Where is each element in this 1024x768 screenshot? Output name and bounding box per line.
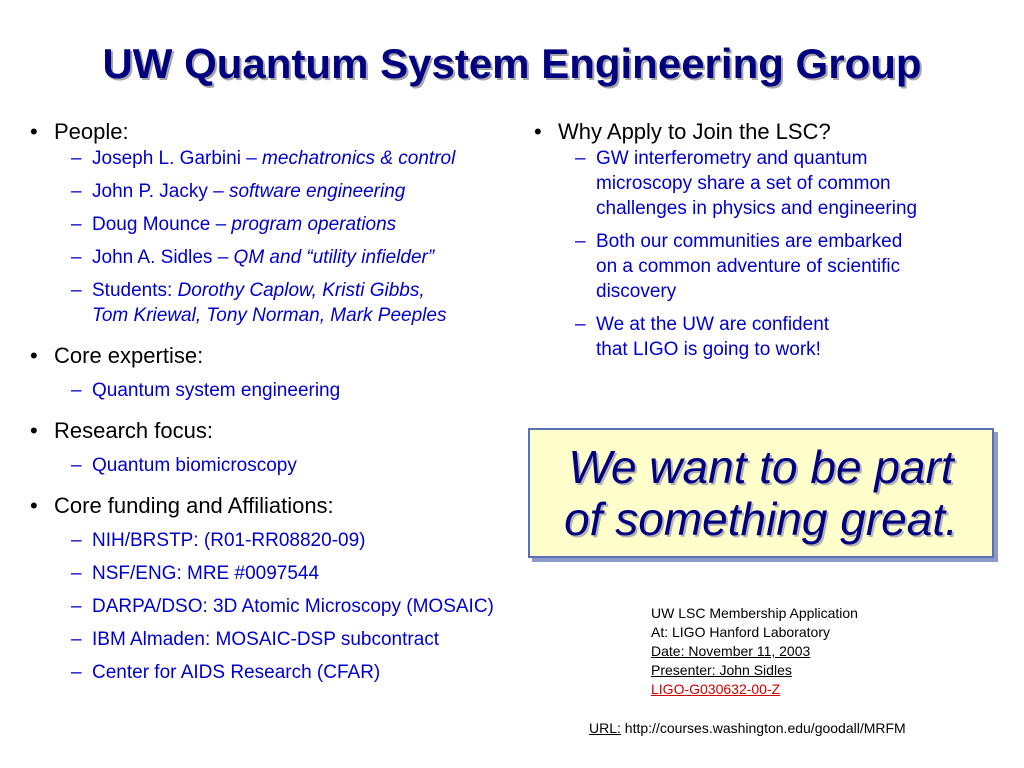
person-name: Joseph L. Garbini – [92, 148, 263, 169]
person-name: John P. Jacky – [92, 181, 229, 202]
callout-line2: of something great. [564, 493, 958, 545]
person-role: program operations [231, 214, 397, 235]
info-document-id: LIGO-G030632-00-Z [651, 681, 781, 697]
students-label: Students: [92, 280, 178, 301]
dash-marker: – [71, 280, 82, 301]
students-line2: Tom Kriewal, Tony Norman, Mark Peeples [92, 305, 447, 326]
lsc-point-line: on a common adventure of scientific [596, 256, 901, 277]
research-item-text: Quantum biomicroscopy [92, 455, 297, 476]
person-role: software engineering [228, 181, 406, 202]
lsc-point [532, 146, 1012, 221]
dash-marker: – [71, 181, 82, 202]
dash-marker: – [71, 530, 82, 551]
core-item-text: Quantum system engineering [92, 380, 341, 401]
dash-marker: – [575, 148, 586, 169]
dash-marker: – [71, 148, 82, 169]
callout-line1: We want to be part [568, 441, 954, 493]
url-label: URL: [589, 720, 621, 736]
lsc-point-line: We at the UW are confident [596, 314, 830, 335]
funding-item [28, 660, 588, 685]
lsc-point-line: Both our communities are embarked [596, 231, 903, 252]
funding-item-text: NSF/ENG: MRE #0097544 [92, 563, 320, 584]
funding-item-text: IBM Almaden: MOSAIC-DSP subcontract [92, 629, 440, 650]
person-name: Doug Mounce – [92, 214, 232, 235]
students-item [28, 278, 588, 328]
person-role: QM and “utility infielder” [233, 247, 435, 268]
dash-marker: – [71, 214, 82, 235]
lsc-point [532, 229, 1012, 304]
people-heading: • People: [28, 118, 588, 146]
students-line1: Dorothy Caplow, Kristi Gibbs, [177, 280, 425, 301]
dash-marker: – [575, 231, 586, 252]
funding-item [28, 561, 588, 586]
presentation-info [651, 604, 858, 699]
lsc-point-line: microscopy share a set of common [596, 173, 891, 194]
research-item [28, 453, 588, 478]
info-presenter: Presenter: John Sidles [651, 662, 792, 678]
dash-marker: – [71, 596, 82, 617]
funding-item-text: Center for AIDS Research (CFAR) [92, 662, 381, 683]
research-heading: • Research focus: [28, 417, 588, 445]
funding-item [28, 594, 588, 619]
url-line [589, 720, 906, 736]
lsc-point-line: challenges in physics and engineering [596, 198, 918, 219]
funding-item [28, 627, 588, 652]
dash-marker: – [71, 662, 82, 683]
dash-marker: – [71, 629, 82, 650]
right-column [532, 118, 1012, 362]
url-link[interactable]: http://courses.washington.edu/goodall/MRFM [620, 720, 906, 736]
dash-marker: – [575, 314, 586, 335]
funding-item-text: NIH/BRSTP: (R01-RR08820-09) [92, 530, 366, 551]
funding-item [28, 528, 588, 553]
core-item [28, 378, 588, 403]
lsc-heading: • Why Apply to Join the LSC? [532, 118, 1012, 146]
core-heading: • Core expertise: [28, 342, 588, 370]
dash-marker: – [71, 247, 82, 268]
person-role: mechatronics & control [262, 148, 456, 169]
people-item [28, 179, 588, 204]
callout-box [528, 428, 994, 558]
people-item [28, 212, 588, 237]
left-column [28, 118, 588, 685]
dash-marker: – [71, 455, 82, 476]
info-date: Date: November 11, 2003 [651, 643, 811, 659]
lsc-point-line: that LIGO is going to work! [596, 339, 821, 360]
info-application: UW LSC Membership Application [651, 605, 858, 621]
slide-title: UW Quantum System Engineering Group [102, 40, 922, 87]
people-item [28, 146, 588, 171]
lsc-point-line: GW interferometry and quantum [596, 148, 868, 169]
funding-heading: • Core funding and Affiliations: [28, 492, 588, 520]
dash-marker: – [71, 563, 82, 584]
info-location: At: LIGO Hanford Laboratory [651, 624, 830, 640]
callout-text [564, 441, 958, 545]
dash-marker: – [71, 380, 82, 401]
funding-item-text: DARPA/DSO: 3D Atomic Microscopy (MOSAIC) [92, 596, 494, 617]
person-name: John A. Sidles – [92, 247, 234, 268]
lsc-point-line: discovery [596, 281, 677, 302]
lsc-point [532, 312, 1012, 362]
people-item [28, 245, 588, 270]
